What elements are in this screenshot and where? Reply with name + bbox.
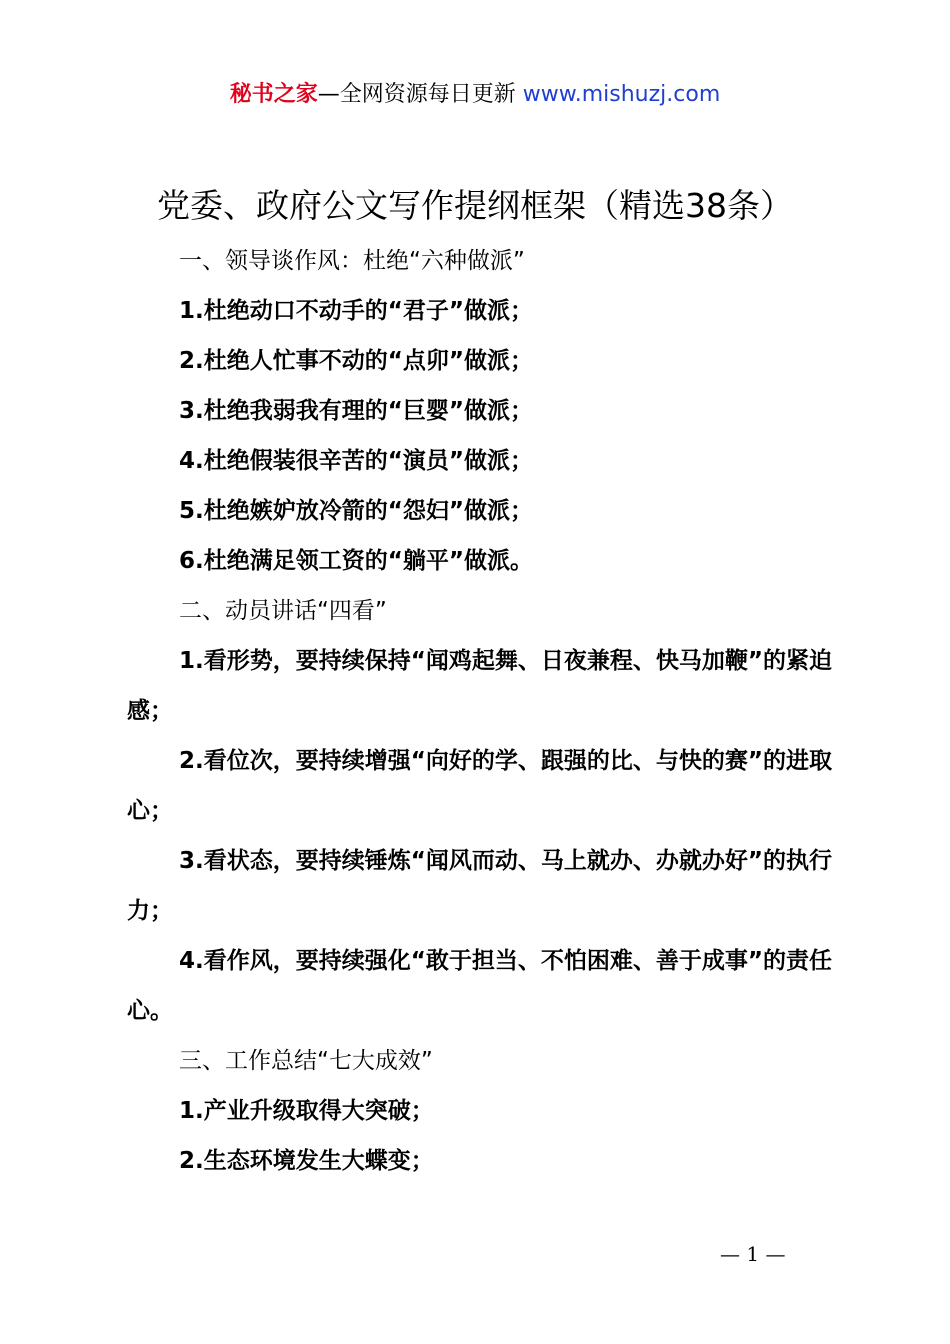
list-item: 6.杜绝满足领工资的“躺平”做派。: [179, 548, 533, 574]
document-body: [127, 236, 833, 1186]
section-heading-3: 三、工作总结“七大成效”: [179, 1048, 433, 1074]
site-header: [0, 78, 950, 112]
list-item: 2.看位次，要持续增强“向好的学、跟强的比、与快的赛”的进取心；: [127, 748, 832, 824]
list-item: 4.看作风，要持续强化“敢于担当、不怕困难、善于成事”的责任心。: [127, 948, 832, 1024]
brand-name: 秘书之家: [229, 82, 318, 107]
section-heading-2: 二、动员讲话“四看”: [179, 598, 387, 624]
section-heading-1: 一、领导谈作风：杜绝“六种做派”: [179, 248, 525, 274]
list-item: 3.看状态，要持续锤炼“闻风而动、马上就办、办就办好”的执行力；: [127, 848, 832, 924]
site-url-link[interactable]: www.mishuzj.com: [522, 82, 721, 107]
header-tagline: —全网资源每日更新: [317, 82, 523, 107]
list-item: 1.看形势，要持续保持“闻鸡起舞、日夜兼程、快马加鞭”的紧迫感；: [127, 648, 832, 724]
list-item: 4.杜绝假装很辛苦的“演员”做派；: [179, 448, 533, 474]
list-item: 5.杜绝嫉妒放冷箭的“怨妇”做派；: [179, 498, 533, 524]
list-item: 1.产业升级取得大突破；: [179, 1098, 434, 1124]
document-title: 党委、政府公文写作提纲框架（精选38条）: [157, 186, 793, 225]
list-item: 1.杜绝动口不动手的“君子”做派；: [179, 298, 533, 324]
list-item: 3.杜绝我弱我有理的“巨婴”做派；: [179, 398, 533, 424]
list-item: 2.生态环境发生大蝶变；: [179, 1148, 434, 1174]
list-item: 2.杜绝人忙事不动的“点卯”做派；: [179, 348, 533, 374]
page-number: — 1 —: [720, 1242, 786, 1266]
